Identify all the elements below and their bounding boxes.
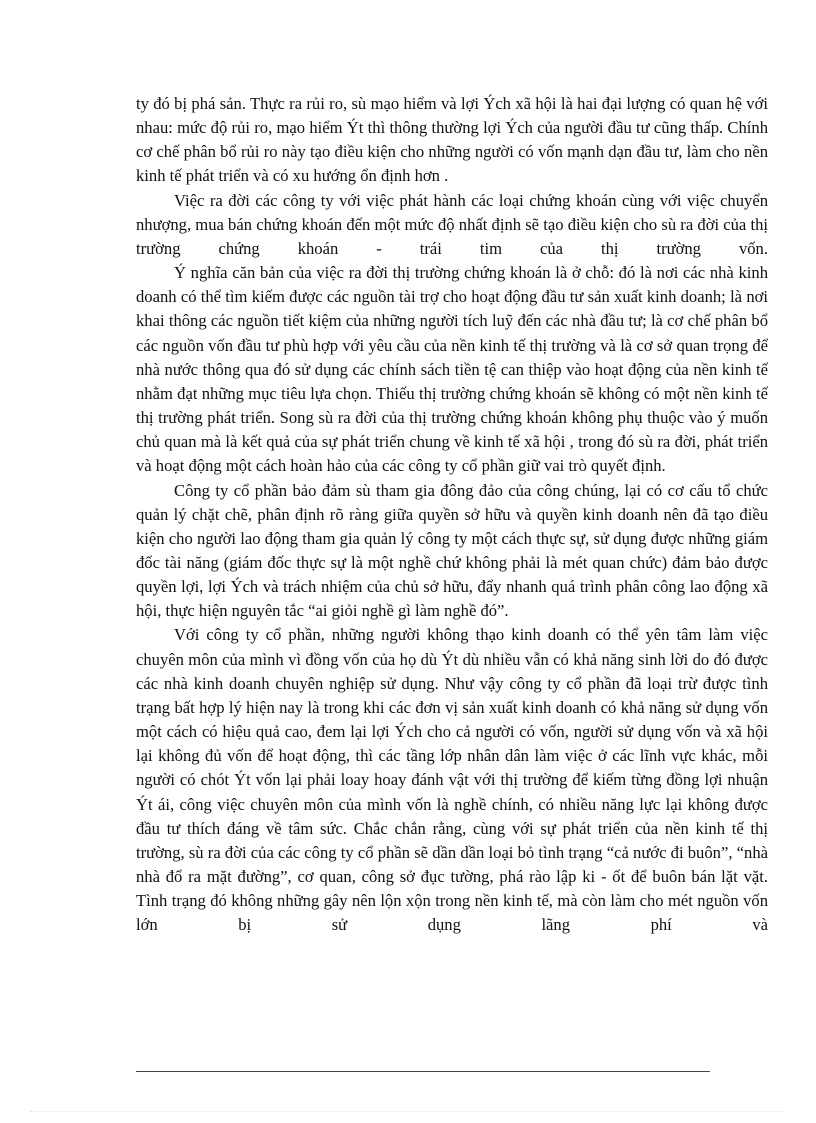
- footer-divider: [136, 1071, 710, 1072]
- paragraph-4: Công ty cổ phần bảo đảm sù tham gia đông đảo của công chúng, lại có cơ cấu tổ chức quản lý chặt chẽ, phân định rõ ràng giữa quyền sở hữu và quyền kinh doanh nên đã tạo điều kiện cho người lao động tham gia quản lý công ty một cách thực sự, sử dụng được những giám đốc tài năng (giám đốc thực sự là một nghề chứ không phải là mét quan chức) đảm bảo được quyền lợi, lợi Ých và trách nhiệm của chủ sở hữu, đẩy nhanh quá trình phân công lao động xã hội, thực hiện nguyên tắc “ai giỏi nghề gì làm nghề đó”.: [136, 480, 768, 621]
- paragraph-2: Việc ra đời các công ty với việc phát hành các loại chứng khoán cùng với việc chuyển nhượng, mua bán chứng khoán đến một mức độ nhất định sẽ tạo điều kiện cho sù ra đời của thị trường chứng khoán - trái tim của thị trường vốn.: [136, 190, 768, 258]
- page-bottom-border: [30, 1111, 786, 1112]
- body-text: [136, 92, 768, 937]
- paragraph-3: Ý nghĩa căn bản của việc ra đời thị trường chứng khoán là ở chỗ: đó là nơi các nhà kinh doanh có thể tìm kiếm được các nguồn tài trợ cho hoạt động đầu tư sản xuất kinh doanh; là nơi khai thông các nguồn tiết kiệm của những người tích luỹ đến các nhà đầu tư; là cơ chế phân bổ các nguồn vốn đầu tư phù hợp với yêu cầu của nền kinh tế thị trường và là cơ sở quan trọng để nhà nước thông qua đó sử dụng các chính sách tiền tệ can thiệp vào hoạt động của nền kinh tế nhằm đạt những mục tiêu lựa chọn. Thiếu thị trường chứng khoán sẽ không có một nền kinh tế thị trường phát triển. Song sù ra đời của thị trường chứng khoán không phụ thuộc vào ý muốn chủ quan mà là kết quả của sự phát triển chung về kinh tế xã hội , trong đó sù ra đời, phát triển và hoạt động một cách hoàn hảo của các công ty cổ phần giữ vai trò quyết định.: [136, 263, 768, 476]
- paragraph-1: ty đó bị phá sản. Thực ra rủi ro, sù mạo hiểm và lợi Ých xã hội là hai đại lượng có quan hệ với nhau: mức độ rủi ro, mạo hiểm Ýt thì thông thường lợi Ých của người đầu tư cũng thấp. Chính cơ chế phân bổ rủi ro này tạo điều kiện cho những người có vốn mạnh dạn đầu tư, làm cho nền kinh tế phát triển và có xu hướng ổn định hơn .: [136, 94, 768, 186]
- paragraph-5: Với công ty cổ phần, những người không thạo kinh doanh có thể yên tâm làm việc chuyên môn của mình vì đồng vốn của họ dù Ýt dù nhiều vẫn có khả năng sinh lời do đó được các nhà kinh doanh chuyên nghiệp sử dụng. Như vậy công ty cổ phần đã loại trừ được tình trạng bất hợp lý hiện nay là trong khi các đơn vị sản xuất kinh doanh có khả năng sử dụng vốn một cách có hiệu quả cao, đem lại lợi Ých cho cả người có vốn, người sử dụng vốn và xã hội lại không đủ vốn để hoạt động, thì các tầng lớp nhân dân làm việc ở các lĩnh vực khác, mỗi người có chót Ýt vốn lại phải loay hoay đánh vật với thị trường để kiếm từng đồng lợi nhuận Ýt ái, công việc chuyên môn của mình vốn là nghề chính, có nhiều năng lực lại không được đầu tư thích đáng về tâm sức. Chắc chắn rằng, cùng với sự phát triển của nền kinh tế thị trường, sù ra đời của các công ty cổ phần sẽ dần dần loại bỏ tình trạng “cả nước đi buôn”, “nhà nhà đổ ra mặt đường”, cơ quan, công sở đục tường, phá rào lập ki - ốt để buôn bán lặt vặt. Tình trạng đó không những gây nên lộn xộn trong nền kinh tế, mà còn làm cho mét nguồn vốn lớn bị sử dụng lãng phí và: [136, 625, 768, 935]
